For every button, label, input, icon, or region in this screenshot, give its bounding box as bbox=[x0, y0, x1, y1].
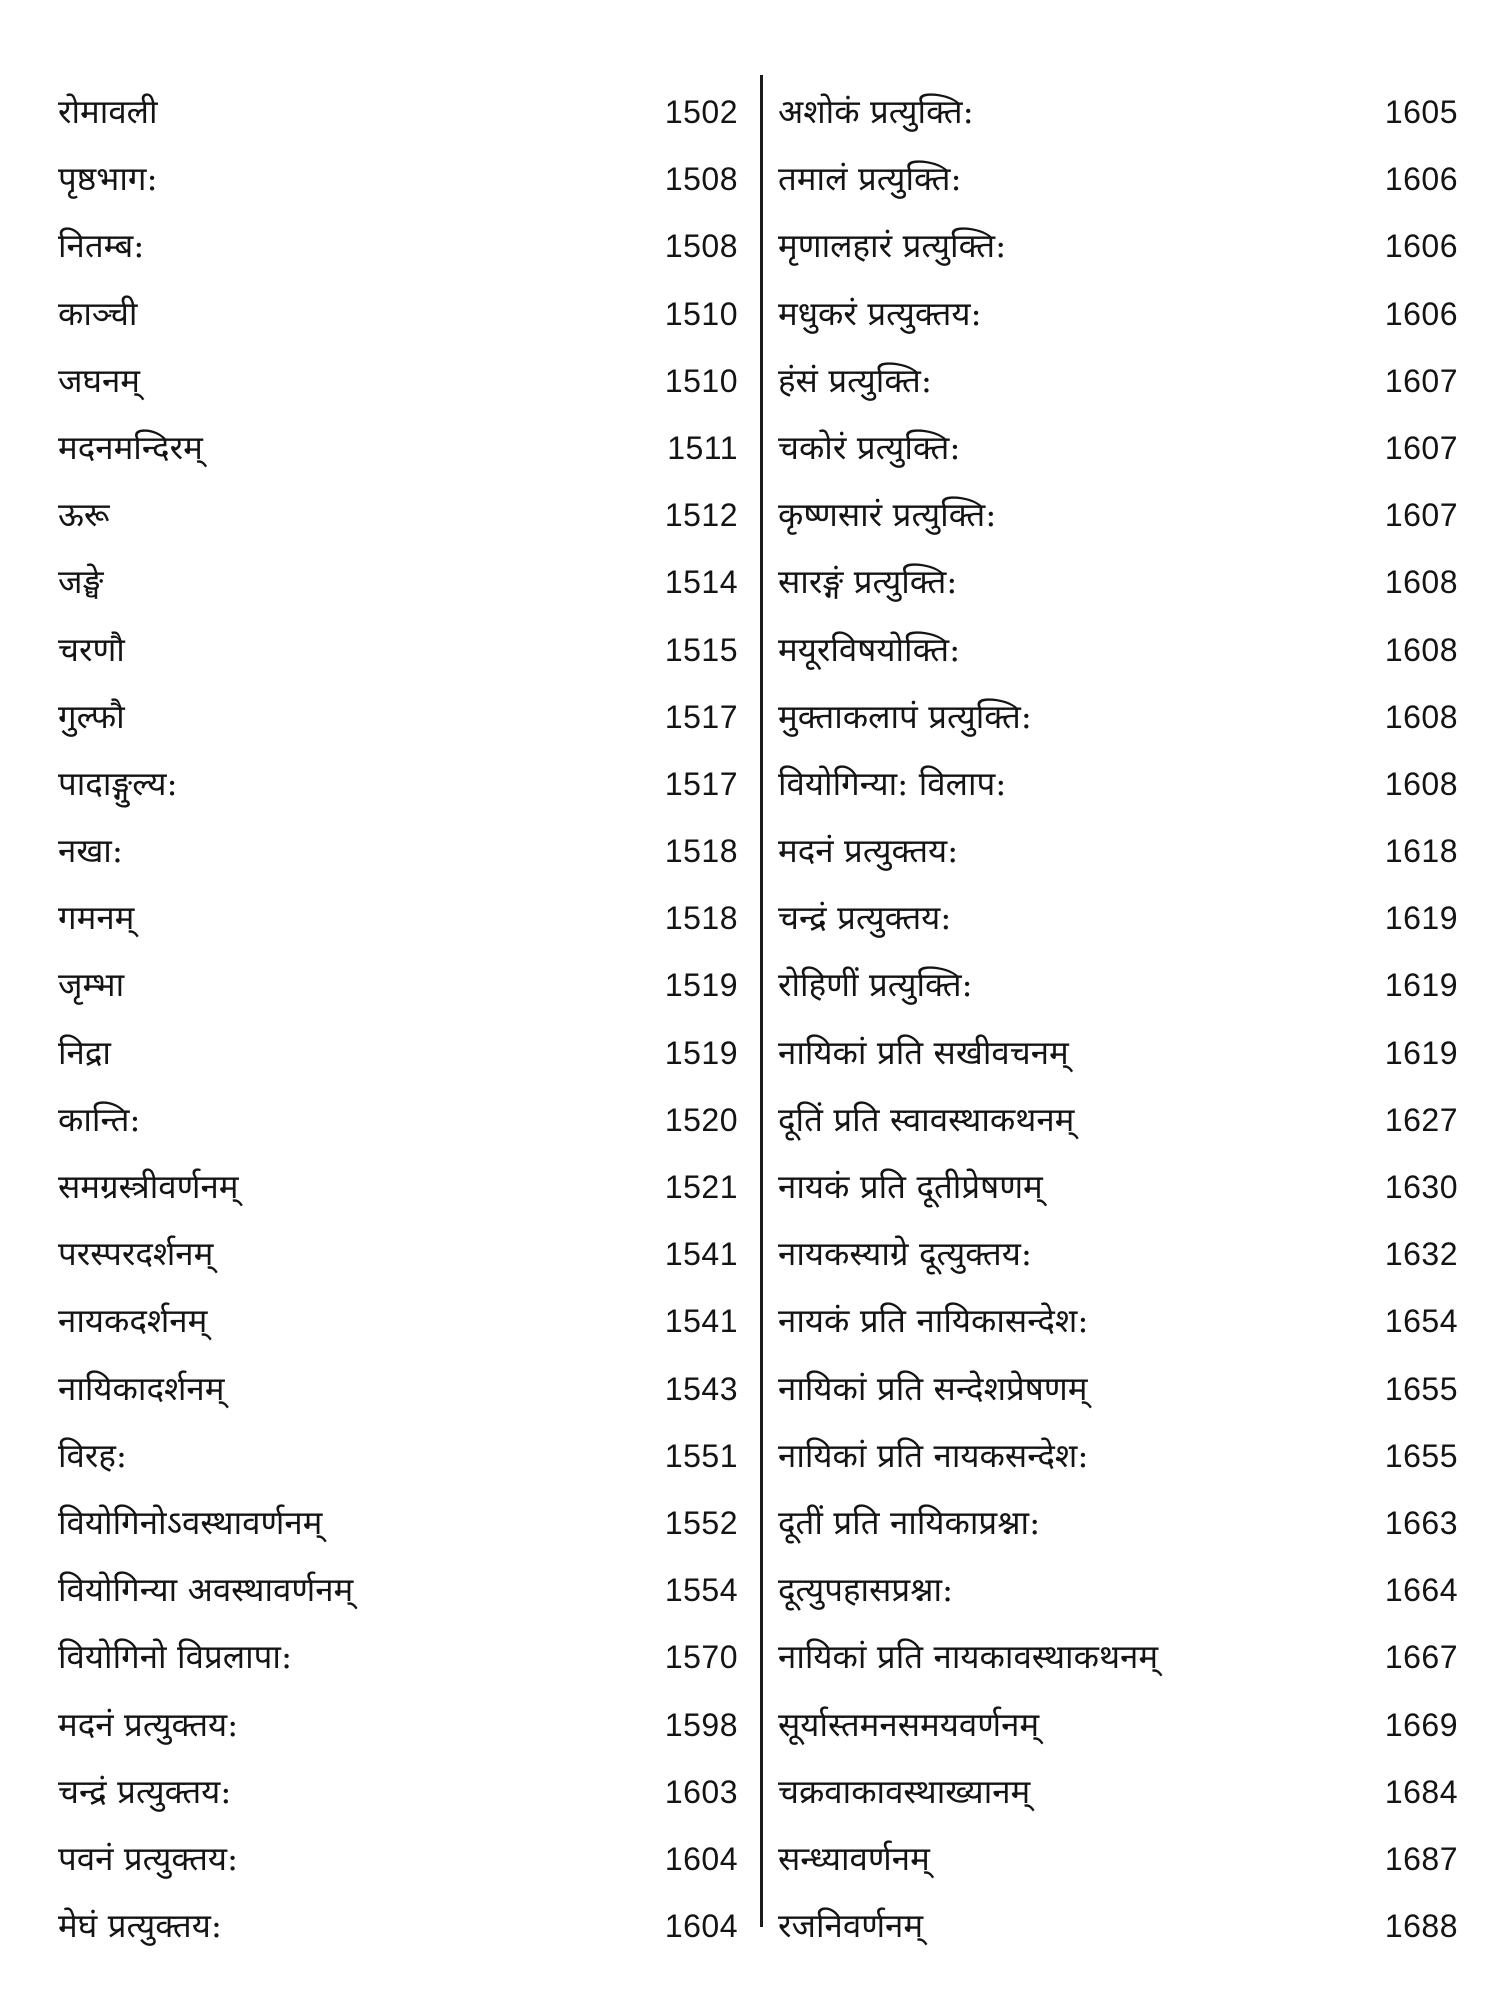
index-entry bbox=[778, 1019, 1458, 1086]
entry-page-number: 1514 bbox=[664, 564, 738, 601]
entry-term: मुक्ताकलापं प्रत्युक्ति: bbox=[778, 696, 1032, 736]
index-entry bbox=[778, 1892, 1458, 1959]
entry-term: मदनं प्रत्युक्तय: bbox=[778, 831, 959, 871]
entry-term: जृम्भा bbox=[58, 965, 125, 1005]
entry-term: नायिकां प्रति नायकावस्थाकथनम् bbox=[778, 1637, 1159, 1677]
entry-page-number: 1627 bbox=[1384, 1101, 1458, 1138]
entry-term: सूर्यास्तमनसमयवर्णनम् bbox=[778, 1704, 1040, 1744]
index-entry bbox=[778, 212, 1458, 279]
index-entry bbox=[58, 1019, 738, 1086]
entry-page-number: 1512 bbox=[664, 497, 738, 534]
index-entry bbox=[58, 750, 738, 817]
index-entry bbox=[778, 1758, 1458, 1825]
entry-page-number: 1518 bbox=[664, 900, 738, 937]
entry-term: नायिकां प्रति सन्देशप्रेषणम् bbox=[778, 1368, 1088, 1408]
entry-term: वियोगिन्या: विलाप: bbox=[778, 763, 1007, 803]
entry-term: रजनिवर्णनम् bbox=[778, 1906, 924, 1946]
index-entry bbox=[58, 1287, 738, 1354]
entry-term: जघनम् bbox=[58, 360, 141, 400]
entry-term: निद्रा bbox=[58, 1032, 111, 1072]
entry-page-number: 1518 bbox=[664, 833, 738, 870]
entry-term: चक्रवाकावस्थाख्यानम् bbox=[778, 1771, 1031, 1811]
entry-page-number: 1608 bbox=[1384, 765, 1458, 802]
entry-term: नायकं प्रति नायिकासन्देश: bbox=[778, 1301, 1089, 1341]
index-entry bbox=[58, 683, 738, 750]
entry-page-number: 1606 bbox=[1384, 228, 1458, 265]
index-entry bbox=[778, 750, 1458, 817]
entry-page-number: 1608 bbox=[1384, 698, 1458, 735]
index-entry bbox=[58, 280, 738, 347]
index-entry bbox=[778, 145, 1458, 212]
entry-term: परस्परदर्शनम् bbox=[58, 1234, 214, 1274]
entry-page-number: 1608 bbox=[1384, 564, 1458, 601]
entry-page-number: 1655 bbox=[1384, 1370, 1458, 1407]
column-divider bbox=[760, 75, 763, 1927]
index-entry bbox=[58, 548, 738, 615]
entry-term: नायकस्याग्रे दूत्युक्तय: bbox=[778, 1234, 1032, 1274]
entry-page-number: 1607 bbox=[1384, 497, 1458, 534]
index-entry bbox=[778, 414, 1458, 481]
entry-term: गुल्फौ bbox=[58, 696, 125, 736]
index-entry bbox=[58, 212, 738, 279]
entry-page-number: 1607 bbox=[1384, 429, 1458, 466]
entry-term: चरणौ bbox=[58, 629, 125, 669]
entry-term: वियोगिनो विप्रलापा: bbox=[58, 1637, 293, 1677]
index-entry bbox=[778, 1623, 1458, 1690]
index-entry bbox=[58, 951, 738, 1018]
index-entry bbox=[58, 1691, 738, 1758]
entry-term: दूतिं प्रति स्वावस्थाकथनम् bbox=[778, 1099, 1075, 1139]
entry-term: कान्ति: bbox=[58, 1099, 141, 1139]
entry-term: वियोगिन्या अवस्थावर्णनम् bbox=[58, 1570, 354, 1610]
index-entry bbox=[778, 1691, 1458, 1758]
entry-page-number: 1552 bbox=[664, 1504, 738, 1541]
index-entry bbox=[778, 548, 1458, 615]
index-entry bbox=[58, 1422, 738, 1489]
entry-term: नितम्ब: bbox=[58, 226, 145, 266]
entry-page-number: 1654 bbox=[1384, 1303, 1458, 1340]
index-column-right bbox=[778, 78, 1458, 1959]
entry-term: मयूरविषयोक्ति: bbox=[778, 629, 961, 669]
index-entry bbox=[778, 1556, 1458, 1623]
index-entry bbox=[778, 817, 1458, 884]
index-entry bbox=[58, 1892, 738, 1959]
index-entry bbox=[778, 951, 1458, 1018]
entry-page-number: 1664 bbox=[1384, 1572, 1458, 1609]
entry-term: नायिकादर्शनम् bbox=[58, 1368, 225, 1408]
index-entry bbox=[778, 481, 1458, 548]
index-entry bbox=[58, 884, 738, 951]
entry-page-number: 1543 bbox=[664, 1370, 738, 1407]
index-entry bbox=[58, 1220, 738, 1287]
index-entry bbox=[58, 481, 738, 548]
entry-term: काञ्ची bbox=[58, 293, 138, 333]
entry-page-number: 1508 bbox=[664, 161, 738, 198]
entry-page-number: 1510 bbox=[664, 362, 738, 399]
index-entry bbox=[778, 683, 1458, 750]
index-entry bbox=[778, 616, 1458, 683]
entry-page-number: 1551 bbox=[664, 1437, 738, 1474]
entry-term: चन्द्रं प्रत्युक्तय: bbox=[778, 898, 952, 938]
entry-page-number: 1603 bbox=[664, 1773, 738, 1810]
entry-page-number: 1607 bbox=[1384, 362, 1458, 399]
index-entry bbox=[778, 1489, 1458, 1556]
entry-page-number: 1619 bbox=[1384, 967, 1458, 1004]
entry-page-number: 1541 bbox=[664, 1236, 738, 1273]
index-entry bbox=[778, 1086, 1458, 1153]
index-entry bbox=[58, 1758, 738, 1825]
entry-term: समग्रस्त्रीवर्णनम् bbox=[58, 1167, 239, 1206]
entry-page-number: 1655 bbox=[1384, 1437, 1458, 1474]
entry-term: मदनमन्दिरम् bbox=[58, 427, 203, 467]
entry-term: पादाङ्गुल्य: bbox=[58, 763, 178, 803]
entry-page-number: 1606 bbox=[1384, 295, 1458, 332]
entry-page-number: 1508 bbox=[664, 228, 738, 265]
entry-page-number: 1630 bbox=[1384, 1169, 1458, 1205]
entry-page-number: 1619 bbox=[1384, 900, 1458, 937]
entry-page-number: 1511 bbox=[667, 429, 738, 466]
entry-term: नखा: bbox=[58, 831, 123, 871]
entry-page-number: 1510 bbox=[664, 295, 738, 332]
index-entry bbox=[58, 78, 738, 145]
entry-page-number: 1515 bbox=[664, 631, 738, 668]
entry-term: चन्द्रं प्रत्युक्तय: bbox=[58, 1771, 232, 1811]
index-entry bbox=[58, 1153, 738, 1220]
entry-page-number: 1519 bbox=[664, 967, 738, 1004]
entry-term: सन्ध्यावर्णनम् bbox=[778, 1838, 930, 1878]
entry-page-number: 1604 bbox=[664, 1840, 738, 1877]
entry-term: मेघं प्रत्युक्तय: bbox=[58, 1906, 222, 1946]
index-entry bbox=[58, 1355, 738, 1422]
entry-term: नायकदर्शनम् bbox=[58, 1301, 208, 1341]
entry-page-number: 1663 bbox=[1384, 1504, 1458, 1541]
index-entry bbox=[778, 1825, 1458, 1892]
entry-term: अशोकं प्रत्युक्ति: bbox=[778, 92, 974, 131]
index-entry bbox=[778, 1153, 1458, 1220]
entry-page-number: 1619 bbox=[1384, 1034, 1458, 1071]
entry-page-number: 1520 bbox=[664, 1101, 738, 1138]
entry-term: सारङ्गं प्रत्युक्ति: bbox=[778, 562, 958, 602]
entry-term: विरह: bbox=[58, 1435, 128, 1475]
entry-page-number: 1604 bbox=[664, 1908, 738, 1945]
entry-term: दूत्युपहासप्रश्ना: bbox=[778, 1570, 954, 1610]
index-entry bbox=[58, 145, 738, 212]
index-entry bbox=[778, 1422, 1458, 1489]
entry-term: चकोरं प्रत्युक्ति: bbox=[778, 427, 961, 467]
entry-term: दूतीं प्रति नायिकाप्रश्ना: bbox=[778, 1502, 1041, 1542]
entry-page-number: 1687 bbox=[1384, 1840, 1458, 1877]
index-entry bbox=[778, 280, 1458, 347]
index-entry bbox=[58, 1556, 738, 1623]
index-entry bbox=[58, 817, 738, 884]
entry-page-number: 1598 bbox=[664, 1706, 738, 1743]
entry-page-number: 1519 bbox=[664, 1034, 738, 1071]
entry-page-number: 1517 bbox=[664, 765, 738, 802]
entry-page-number: 1669 bbox=[1384, 1706, 1458, 1743]
entry-term: ऊरू bbox=[58, 495, 110, 535]
entry-page-number: 1618 bbox=[1384, 833, 1458, 870]
entry-term: कृष्णसारं प्रत्युक्ति: bbox=[778, 495, 997, 535]
entry-term: नायिकां प्रति नायकसन्देश: bbox=[778, 1435, 1089, 1475]
index-entry bbox=[778, 884, 1458, 951]
entry-term: रोहिणीं प्रत्युक्ति: bbox=[778, 965, 973, 1005]
entry-term: वियोगिनोऽवस्थावर्णनम् bbox=[58, 1502, 323, 1542]
entry-page-number: 1605 bbox=[1384, 94, 1458, 130]
index-entry bbox=[58, 616, 738, 683]
entry-page-number: 1606 bbox=[1384, 161, 1458, 198]
entry-term: गमनम् bbox=[58, 898, 135, 938]
entry-page-number: 1541 bbox=[664, 1303, 738, 1340]
entry-page-number: 1517 bbox=[664, 698, 738, 735]
index-entry bbox=[58, 1489, 738, 1556]
entry-term: पृष्ठभाग: bbox=[58, 159, 158, 199]
entry-page-number: 1684 bbox=[1384, 1773, 1458, 1810]
index-entry bbox=[58, 347, 738, 414]
entry-term: तमालं प्रत्युक्ति: bbox=[778, 159, 962, 199]
entry-term: हंसं प्रत्युक्ति: bbox=[778, 360, 932, 400]
entry-page-number: 1632 bbox=[1384, 1236, 1458, 1273]
index-entry bbox=[58, 1825, 738, 1892]
entry-term: पवनं प्रत्युक्तय: bbox=[58, 1838, 239, 1878]
index-entry bbox=[778, 78, 1458, 145]
entry-term: नायकं प्रति दूतीप्रेषणम् bbox=[778, 1167, 1043, 1206]
entry-page-number: 1521 bbox=[664, 1169, 738, 1205]
entry-page-number: 1688 bbox=[1384, 1908, 1458, 1945]
entry-term: जङ्घे bbox=[58, 562, 104, 602]
entry-page-number: 1554 bbox=[664, 1572, 738, 1609]
entry-term: मृणालहारं प्रत्युक्ति: bbox=[778, 226, 1007, 266]
entry-page-number: 1667 bbox=[1384, 1639, 1458, 1676]
index-column-left bbox=[58, 78, 738, 1959]
entry-page-number: 1570 bbox=[664, 1639, 738, 1676]
entry-term: रोमावली bbox=[58, 92, 158, 131]
entry-page-number: 1608 bbox=[1384, 631, 1458, 668]
index-entry bbox=[778, 1287, 1458, 1354]
index-entry bbox=[778, 1355, 1458, 1422]
index-entry bbox=[58, 414, 738, 481]
index-entry bbox=[58, 1086, 738, 1153]
entry-page-number: 1502 bbox=[664, 94, 738, 130]
index-entry bbox=[58, 1623, 738, 1690]
index-entry bbox=[778, 1220, 1458, 1287]
index-entry bbox=[778, 347, 1458, 414]
entry-term: मधुकरं प्रत्युक्तय: bbox=[778, 293, 982, 333]
entry-term: नायिकां प्रति सखीवचनम् bbox=[778, 1032, 1069, 1072]
entry-term: मदनं प्रत्युक्तय: bbox=[58, 1704, 239, 1744]
